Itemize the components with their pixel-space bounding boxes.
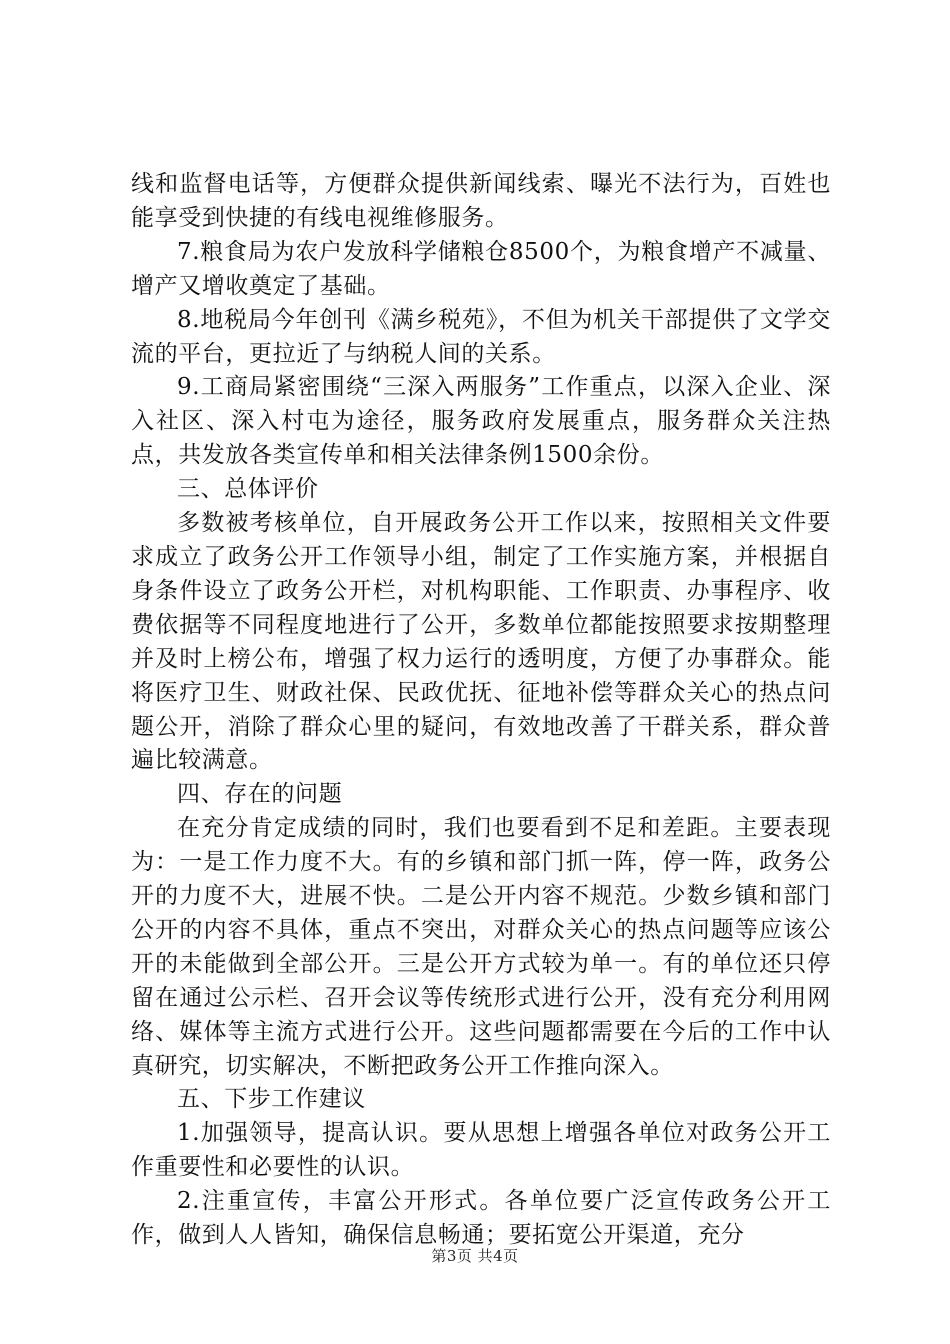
section-heading-overall-evaluation: 三、总体评价 <box>177 476 319 503</box>
section-heading-problems: 四、存在的问题 <box>177 781 343 808</box>
paragraph-item-7: 7.粮食局为农户发放科学储粮仓8500个，为粮食增产不减量、增产又增收奠定了基础。 <box>131 238 831 299</box>
document-body <box>131 168 831 1253</box>
paragraph-item-9: 9.工商局紧密围绕“三深入两服务”工作重点，以深入企业、深入社区、深入村屯为途径，服务政府发展重点，服务群众关注热点，共发放各类宣传单和相关法律条例1500余份。 <box>131 374 831 469</box>
page-number-footer: 第3页 共4页 <box>431 1247 519 1265</box>
paragraph-suggestion-2: 2.注重宣传，丰富公开形式。各单位要广泛宣传政务公开工作，做到人人皆知，确保信息畅通；要拓宽公开渠道，充分 <box>131 1188 831 1249</box>
paragraph-item-8: 8.地税局今年创刊《满乡税苑》，不但为机关干部提供了文学交流的平台，更拉近了与纳税人间的关系。 <box>131 306 831 367</box>
paragraph-overall-evaluation: 多数被考核单位，自开展政务公开工作以来，按照相关文件要求成立了政务公开工作领导小组，制定了工作实施方案，并根据自身条件设立了政务公开栏，对机构职能、工作职责、办事程序、收费依据等不同程度地进行了公开，多数单位都能按照要求按期整理并及时上榜公布，增强了权力运行的透明度，方便了办事群众。能将医疗卫生、财政社保、民政优抚、征地补偿等群众关心的热点问题公开，消除了群众心里的疑问，有效地改善了干群关系，群众普遍比较满意。 <box>131 510 831 774</box>
paragraph-suggestion-1: 1.加强领导，提高认识。要从思想上增强各单位对政务公开工作重要性和必要性的认识。 <box>131 1120 831 1181</box>
section-heading-suggestions: 五、下步工作建议 <box>177 1086 366 1113</box>
paragraph-continued: 线和监督电话等，方便群众提供新闻线索、曝光不法行为，百姓也能享受到快捷的有线电视维修服务。 <box>131 171 831 231</box>
paragraph-problems: 在充分肯定成绩的同时，我们也要看到不足和差距。主要表现为：一是工作力度不大。有的乡镇和部门抓一阵，停一阵，政务公开的力度不大，进展不快。二是公开内容不规范。少数乡镇和部门公开的内容不具体，重点不突出，对群众关心的热点问题等应该公开的未能做到全部公开。三是公开方式较为单一。有的单位还只停留在通过公示栏、召开会议等传统形式进行公开，没有充分利用网络、媒体等主流方式进行公开。这些问题都需要在今后的工作中认真研究，切实解决，不断把政务公开工作推向深入。 <box>131 815 831 1079</box>
